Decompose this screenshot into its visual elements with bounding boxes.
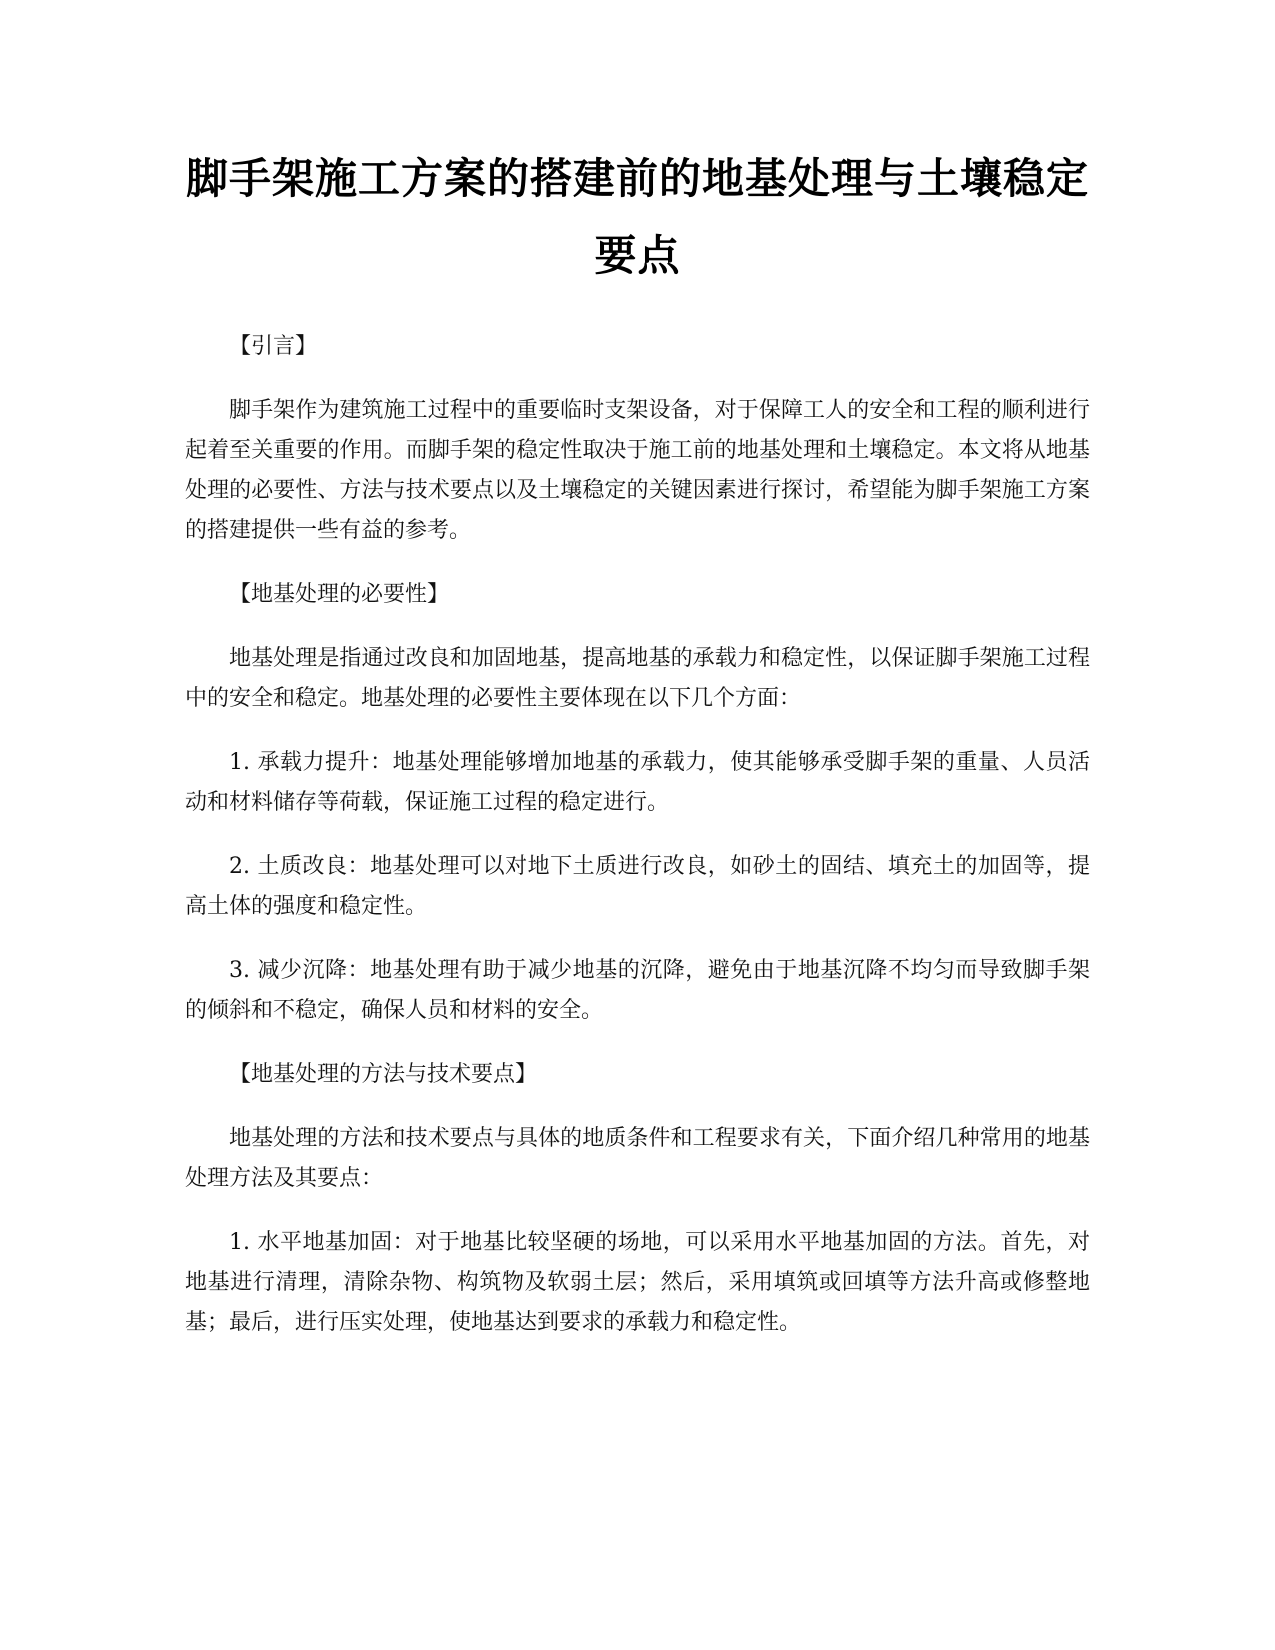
list-item-bearing-capacity: 1. 承载力提升：地基处理能够增加地基的承载力，使其能够承受脚手架的重量、人员活动和材料储存等荷载，保证施工过程的稳定进行。 — [185, 750, 1090, 815]
section-heading-necessity: 【地基处理的必要性】 — [229, 582, 450, 607]
section-heading-methods: 【地基处理的方法与技术要点】 — [229, 1062, 538, 1087]
list-item-soil-improvement: 2. 土质改良：地基处理可以对地下土质进行改良，如砂土的固结、填充土的加固等，提高土体的强度和稳定性。 — [185, 854, 1090, 919]
paragraph-methods-intro: 地基处理的方法和技术要点与具体的地质条件和工程要求有关，下面介绍几种常用的地基处理方法及其要点： — [185, 1126, 1090, 1191]
document-page — [185, 140, 1090, 1367]
list-item-horizontal-reinforcement: 1. 水平地基加固：对于地基比较坚硬的场地，可以采用水平地基加固的方法。首先，对地基进行清理，清除杂物、构筑物及软弱土层；然后，采用填筑或回填等方法升高或修整地基；最后，进行压实处理，使地基达到要求的承载力和稳定性。 — [185, 1230, 1090, 1335]
paragraph-necessity-intro: 地基处理是指通过改良和加固地基，提高地基的承载力和稳定性，以保证脚手架施工过程中的安全和稳定。地基处理的必要性主要体现在以下几个方面： — [185, 646, 1090, 711]
section-heading-introduction: 【引言】 — [229, 334, 318, 359]
paragraph-introduction: 脚手架作为建筑施工过程中的重要临时支架设备，对于保障工人的安全和工程的顺利进行起着至关重要的作用。而脚手架的稳定性取决于施工前的地基处理和土壤稳定。本文将从地基处理的必要性、方法与技术要点以及土壤稳定的关键因素进行探讨，希望能为脚手架施工方案的搭建提供一些有益的参考。 — [185, 398, 1090, 543]
list-item-settlement-reduction: 3. 减少沉降：地基处理有助于减少地基的沉降，避免由于地基沉降不均匀而导致脚手架的倾斜和不稳定，确保人员和材料的安全。 — [185, 958, 1090, 1023]
document-body — [185, 327, 1090, 1343]
document-title: 脚手架施工方案的搭建前的地基处理与土壤稳定要点 — [185, 154, 1089, 280]
